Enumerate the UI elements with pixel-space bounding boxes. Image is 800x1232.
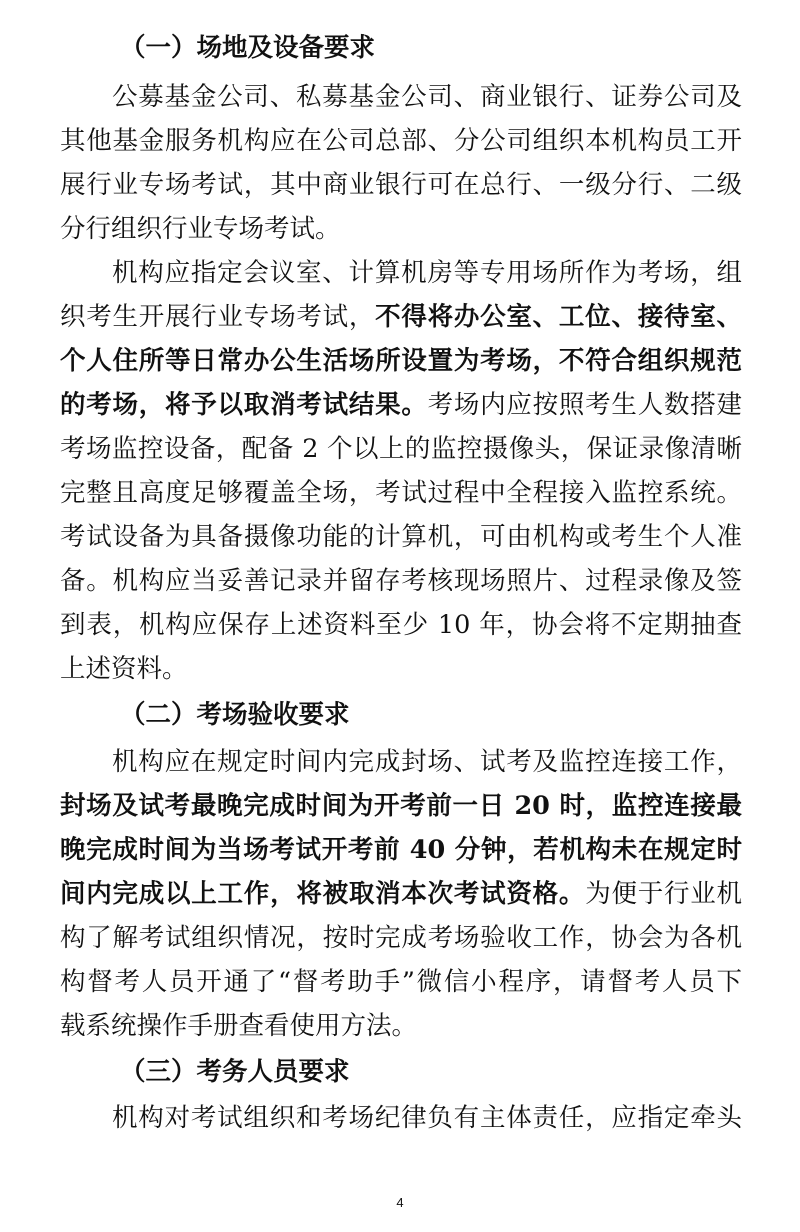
text-normal: 构了解考试组织情况，按时完成考场验收工作，协会为各机 [60,923,742,953]
paragraph-line [60,960,742,1004]
paragraph-line [60,339,742,383]
paragraph-line [60,603,742,647]
paragraph-line: 机构对考试组织和考场纪律负有主体责任，应指定牵头 [112,1103,742,1133]
paragraph-line [60,916,742,960]
text-normal: 为便于行业机 [585,879,742,909]
paragraph-line [60,1004,742,1048]
paragraph-line [60,828,742,872]
paragraph-line [60,383,742,427]
text-normal: 考场监控设备，配备 2 个以上的监控摄像头，保证录像清晰 [60,434,742,464]
text-normal: 考场内应按照考生人数搭建 [427,390,742,420]
text-emphasis: 封场及试考最晚完成时间为开考前一日 20 时，监控连接最 [60,791,742,821]
paragraph-line [60,471,742,515]
text-emphasis: 不得将办公室、工位、接待室、 [375,302,742,332]
text-emphasis: 的考场，将予以取消考试结果。 [60,390,428,420]
section-heading-3: （三）考务人员要求 [120,1057,350,1087]
paragraph-line [60,559,742,603]
text-emphasis: 间内完成以上工作，将被取消本次考试资格。 [60,879,586,909]
paragraph-line: 展行业专场考试，其中商业银行可在总行、一级分行、二级 [60,170,742,200]
text-normal: 织考生开展行业专场考试， [60,302,376,332]
text-normal: 到表，机构应保存上述资料至少 10 年，协会将不定期抽查 [60,610,742,640]
text-normal: 载系统操作手册查看使用方法。 [60,1011,418,1041]
section-heading-2: （二）考场验收要求 [120,700,350,730]
paragraph-line: 其他基金服务机构应在公司总部、分公司组织本机构员工开 [60,126,742,156]
section-heading-1: （一）场地及设备要求 [120,33,376,63]
paragraph-line [112,740,742,784]
text-normal: 构督考人员开通了“督考助手”微信小程序，请督考人员下 [60,967,742,997]
text-emphasis: 个人住所等日常办公生活场所设置为考场，不符合组织规范 [60,346,742,376]
text-normal: 完整且高度足够覆盖全场，考试过程中全程接入监控系统。 [60,478,742,508]
text-normal: 考试设备为具备摄像功能的计算机，可由机构或考生个人准 [60,522,742,552]
paragraph-line [60,647,742,691]
text-normal: 机构应在规定时间内完成封场、试考及监控连接工作， [112,747,742,777]
paragraph-line [112,251,742,295]
paragraph-line [60,872,742,916]
paragraph-line: 分行组织行业专场考试。 [60,214,341,244]
page-number: 4 [396,1195,404,1210]
text-emphasis: 晚完成时间为当场考试开考前 40 分钟，若机构未在规定时 [60,835,742,865]
paragraph-line: 公募基金公司、私募基金公司、商业银行、证券公司及 [112,82,742,112]
paragraph-line [60,295,742,339]
paragraph-line [60,427,742,471]
paragraph-line [60,515,742,559]
text-normal: 上述资料。 [60,654,188,684]
text-normal: 机构应指定会议室、计算机房等专用场所作为考场，组 [112,258,742,288]
paragraph-line [60,784,742,828]
text-normal: 备。机构应当妥善记录并留存考核现场照片、过程录像及签 [60,566,742,596]
